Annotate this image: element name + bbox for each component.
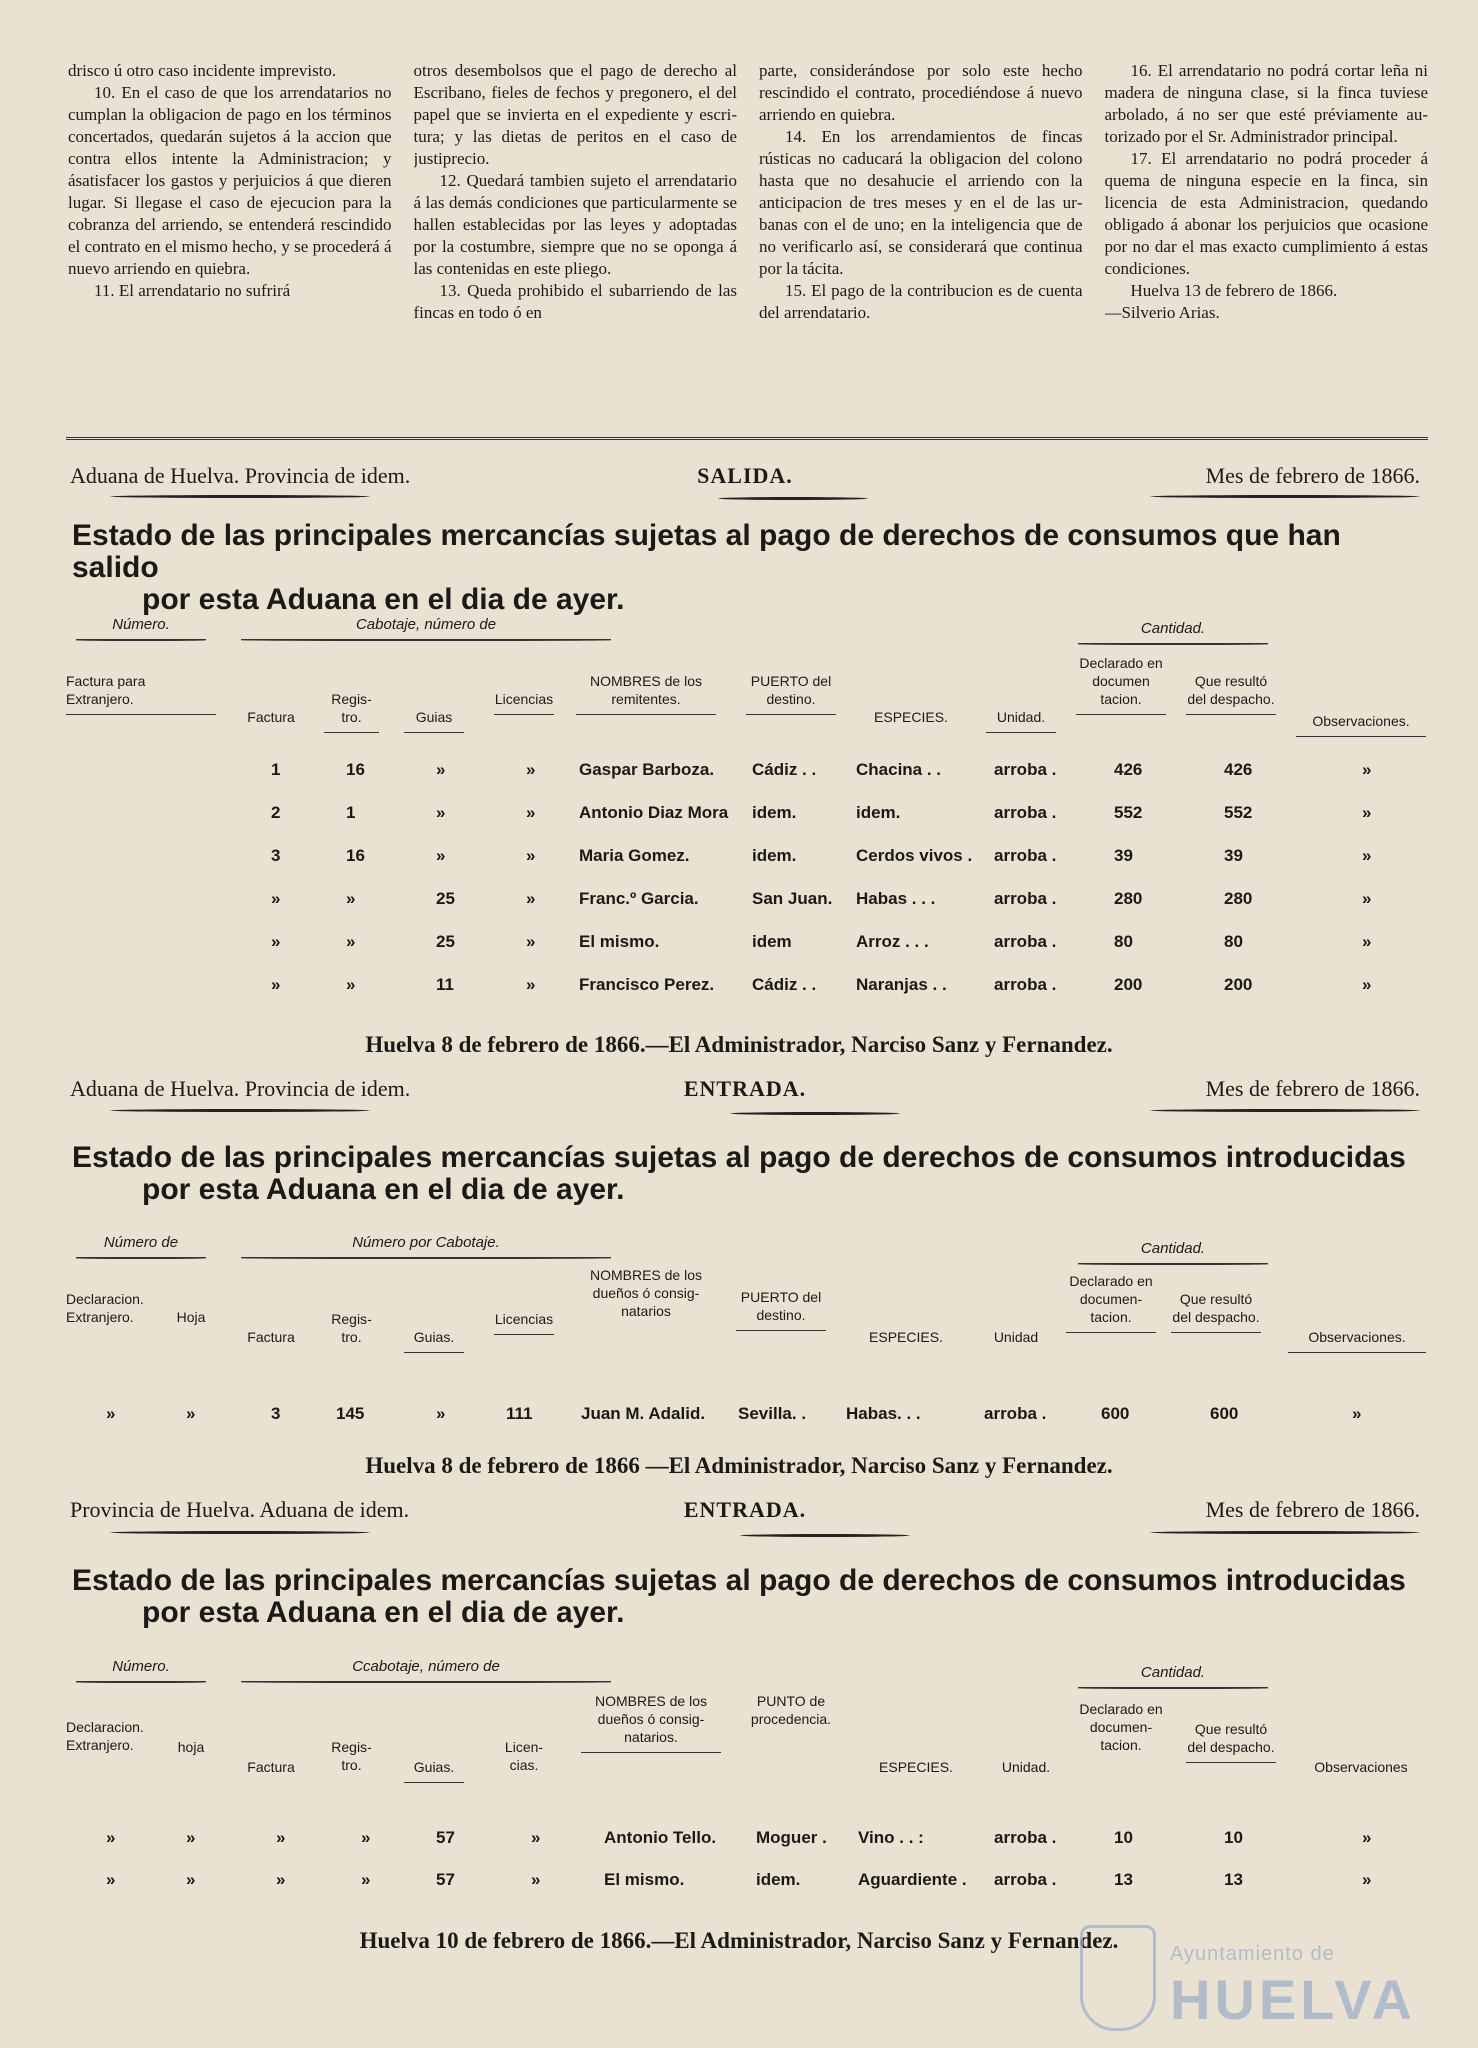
table-cell: 145 xyxy=(336,1404,365,1423)
table-cell: » xyxy=(1362,803,1372,822)
paragraph: otros desembolsos que el pago de derecho al Escribano, fieles de fechos y pregonero, el del papel que se invierta en el expediente y escritura; y las dietas de peritos en el caso de justiprecio. xyxy=(413,61,737,168)
col-header-guias: Guias. xyxy=(404,1758,464,1783)
table-cell: 280 xyxy=(1224,889,1253,908)
ornament xyxy=(718,497,868,500)
col-header-licencias: Licencias xyxy=(494,690,554,715)
title-line-1: Estado de las principales mercancías sujetas al pago de derechos de consumos introducidas xyxy=(72,1141,1406,1174)
watermark-big-text: HUELVA xyxy=(1170,1968,1416,2031)
header-location: Aduana de Huelva. Provincia de idem. xyxy=(70,463,411,488)
table-cell: 13 xyxy=(1224,1870,1243,1889)
table-cell: Arroz . . . xyxy=(856,932,929,951)
ornament xyxy=(110,1531,370,1534)
header-location: Provincia de Huelva. Aduana de idem. xyxy=(70,1497,410,1522)
table-cell: » xyxy=(436,803,446,822)
table-cell: » xyxy=(1362,846,1372,865)
title-line-2: por esta Aduana en el dia de ayer. xyxy=(142,583,625,616)
section-footer-signature: Huelva 10 de febrero de 1866.—El Administrador, Narciso Sanz y Fernandez. xyxy=(359,1928,1119,1953)
table-cell: » xyxy=(526,803,536,822)
col-header-registro: Registro. xyxy=(324,690,379,733)
table-cell: Gaspar Barboza. xyxy=(579,760,715,779)
table-cell: idem xyxy=(752,932,792,951)
header-type: ENTRADA. xyxy=(683,1076,807,1101)
table-cell: » xyxy=(276,1870,286,1889)
col-header-observaciones: Observaciones. xyxy=(1296,712,1426,737)
table-cell: 39 xyxy=(1114,846,1133,865)
table-cell: » xyxy=(271,932,281,951)
section-header xyxy=(70,1076,1420,1110)
col-header-hoja: hoja xyxy=(177,1739,205,1755)
table-cell: Sevilla. . xyxy=(738,1404,807,1423)
paragraph: 15. El pago de la contribucion es de cuenta del arrendatario. xyxy=(759,281,1083,322)
table-cell: 10 xyxy=(1224,1828,1243,1847)
col-header-declarado: Declarado en documentacion. xyxy=(1079,1701,1163,1753)
header-location: Aduana de Huelva. Provincia de idem. xyxy=(70,1076,411,1101)
table-cell: » xyxy=(106,1870,116,1889)
table-cell: 426 xyxy=(1114,760,1143,779)
table-cell: idem. xyxy=(752,803,797,822)
table-cell: arroba . xyxy=(994,760,1057,779)
table-cell: arroba . xyxy=(984,1404,1047,1423)
table-cell: arroba . xyxy=(994,975,1057,994)
table-cell: 80 xyxy=(1114,932,1133,951)
entrada-table-2 xyxy=(66,1656,1426,1896)
ornament xyxy=(1150,495,1420,498)
col-header-resulto: Que resultó del despacho. xyxy=(1186,672,1276,715)
table-cell: 57 xyxy=(436,1870,455,1889)
table-cell: Cádiz . . xyxy=(752,760,817,779)
table-cell: 25 xyxy=(436,932,455,951)
col-header-registro: Registro. xyxy=(331,1311,372,1345)
paragraph: drisco ú otro caso incidente imprevisto. xyxy=(68,61,337,80)
col-header-unidad: Unidad. xyxy=(986,708,1056,733)
table-cell: 3 xyxy=(271,1404,281,1423)
table-cell: 111 xyxy=(506,1404,533,1423)
table-cell: Antonio Diaz Mora xyxy=(579,803,729,822)
table-cell: 2 xyxy=(271,803,281,822)
coat-of-arms-icon xyxy=(1080,1925,1156,2031)
paragraph: 13. Queda prohibido el subarriendo de las fincas en todo ó en xyxy=(413,281,737,322)
paragraph: 14. En los arrendamientos de fincas rústicas no caducará la obligacion del colono hasta que no desahucie el arriendo con la anticipacion de tres meses y en el de las urbanas con el de uno; en la inteligencia que de no verificarlo así, se considerará que continua por la tácita. xyxy=(759,127,1083,278)
entrada-table-1 xyxy=(66,1232,1426,1432)
table-cell: » xyxy=(1362,889,1372,908)
table-row xyxy=(66,932,1426,962)
table-cell: 13 xyxy=(1114,1870,1133,1889)
table-cell: Chacina . . xyxy=(856,760,942,779)
table-cell: » xyxy=(346,975,356,994)
table-cell: 57 xyxy=(436,1828,455,1847)
group-header-cabotaje: Cabotaje, número de xyxy=(241,616,611,641)
col-header-declarado: Declarado en documen tacion. xyxy=(1076,654,1166,715)
table-cell: Francisco Perez. xyxy=(579,975,715,994)
signature-name: —Silverio Arias. xyxy=(1104,303,1220,322)
table-cell: Habas . . . xyxy=(856,889,936,908)
table-cell: 600 xyxy=(1101,1404,1130,1423)
table-cell: idem. xyxy=(752,846,797,865)
col-header-licencias: Licencias xyxy=(494,1310,554,1335)
col-header-puerto: PUERTO del destino. xyxy=(746,672,836,715)
table-cell: 11 xyxy=(436,975,454,994)
col-header-nombres: NOMBRES de los dueños ó consignatarios xyxy=(589,1267,703,1319)
table-cell: » xyxy=(1352,1404,1362,1423)
column-1 xyxy=(68,60,392,425)
table-row xyxy=(66,889,1426,919)
table-row xyxy=(66,1404,1426,1434)
paragraph: 16. El arrendatario no podrá cortar leña ni madera de ninguna clase, si la finca tuviese arbolado, á no ser que esté préviamente autorizado por el Sr. Administrador principal. xyxy=(1104,61,1428,146)
col-header-nombres: NOMBRES de los remitentes. xyxy=(576,672,716,715)
table-cell: arroba . xyxy=(994,803,1057,822)
table-cell: » xyxy=(361,1828,371,1847)
col-header-puerto: PUERTO del destino. xyxy=(736,1288,826,1331)
section-header xyxy=(70,1497,1420,1531)
table-cell: » xyxy=(436,846,446,865)
table-row xyxy=(66,803,1426,833)
ornament xyxy=(1150,1531,1420,1534)
table-cell: Cerdos vivos . xyxy=(856,846,973,865)
ornament xyxy=(110,1109,370,1112)
table-cell: » xyxy=(271,975,281,994)
group-header-cantidad: Cantidad. xyxy=(1078,1664,1268,1689)
table-cell: » xyxy=(526,932,536,951)
table-cell: 200 xyxy=(1114,975,1143,994)
table-cell: » xyxy=(526,760,536,779)
table-cell: 426 xyxy=(1224,760,1253,779)
table-cell: » xyxy=(1362,932,1372,951)
section-title xyxy=(72,520,1422,616)
watermark-small-text: Ayuntamiento de xyxy=(1170,1943,1335,1965)
table-cell: Antonio Tello. xyxy=(604,1828,717,1847)
col-header-declaracion: Declaracion. Extranjero. xyxy=(66,1291,144,1325)
table-cell: » xyxy=(346,932,356,951)
table-cell: 3 xyxy=(271,846,281,865)
ornament xyxy=(740,1534,910,1537)
title-line-1: Estado de las principales mercancías sujetas al pago de derechos de consumos que han salido xyxy=(72,519,1341,584)
paragraph: 12. Quedará tambien sujeto el arrendatario á las demás condiciones que particularmente se hallen establecidas por las leyes y adoptadas por la costumbre, siempre que no se oponga á las contenidas en este pliego. xyxy=(413,171,737,278)
col-header-licencias: Licencias. xyxy=(504,1739,544,1773)
section-header xyxy=(70,463,1420,497)
table-cell: Moguer . xyxy=(756,1828,827,1847)
col-header-observaciones: Observaciones. xyxy=(1288,1328,1426,1353)
table-cell: » xyxy=(186,1404,196,1423)
table-cell: » xyxy=(526,846,536,865)
col-header-factura: Factura xyxy=(247,1759,295,1775)
header-month: Mes de febrero de 1866. xyxy=(1205,463,1420,488)
paragraph: 17. El arrendatario no podrá proceder á quema de ninguna especie en la finca, sin licencia de esta Administracion, quedando obligado á abonar los perjuicios que ocasione por no dar el mas exacto cumplimiento á estas condiciones. xyxy=(1104,149,1428,278)
table-cell: » xyxy=(531,1870,541,1889)
col-header-registro: Registro. xyxy=(331,1739,372,1773)
title-line-2: por esta Aduana en el dia de ayer. xyxy=(142,1596,625,1629)
table-cell: » xyxy=(436,1404,446,1423)
paragraph: 11. El arrendatario no sufrirá xyxy=(94,281,291,300)
table-cell: » xyxy=(186,1828,196,1847)
col-header-declarado: Declarado en documentacion. xyxy=(1066,1272,1156,1333)
table-cell: » xyxy=(186,1870,196,1889)
table-cell: idem. xyxy=(756,1870,801,1889)
ornament xyxy=(1150,1109,1420,1112)
header-type: ENTRADA. xyxy=(683,1497,807,1522)
col-header-nombres: NOMBRES de los dueños ó consignatarios. xyxy=(581,1692,721,1753)
col-header-factura: Factura xyxy=(247,1329,295,1345)
table-cell: 552 xyxy=(1114,803,1143,822)
table-row xyxy=(66,1870,1426,1900)
col-header-resulto: Que resultó del despacho. xyxy=(1171,1290,1261,1333)
table-cell: » xyxy=(436,760,446,779)
table-cell: arroba . xyxy=(994,1870,1057,1889)
group-header-cantidad: Cantidad. xyxy=(1078,1240,1268,1265)
group-header-numero: Número. xyxy=(76,1658,206,1683)
archive-watermark xyxy=(1080,1905,1420,2045)
col-header-resulto: Que resultó del despacho. xyxy=(1186,1720,1276,1763)
section-footer-signature: Huelva 8 de febrero de 1866.—El Administrador, Narciso Sanz y Fernandez. xyxy=(365,1032,1113,1057)
paragraph: parte, considerándose por solo este hecho rescindido el contrato, procediéndose á nuevo arriendo en quiebra. xyxy=(759,61,1083,124)
col-header-hoja: Hoja xyxy=(176,1309,206,1325)
table-cell: idem. xyxy=(856,803,901,822)
table-cell: » xyxy=(526,975,536,994)
col-header-unidad: Unidad xyxy=(993,1329,1039,1345)
table-cell: 25 xyxy=(436,889,455,908)
table-cell: 280 xyxy=(1114,889,1143,908)
table-row xyxy=(66,1828,1426,1858)
signature-date: Huelva 13 de febrero de 1866. xyxy=(1130,281,1338,300)
col-header-especies: ESPECIES. xyxy=(879,1759,953,1775)
col-header-factura-extranjero: Factura para Extranjero. xyxy=(66,672,216,715)
table-cell: Juan M. Adalid. xyxy=(581,1404,706,1423)
col-header-observaciones: Observaciones xyxy=(1314,1759,1408,1775)
title-line-2: por esta Aduana en el dia de ayer. xyxy=(142,1173,625,1206)
table-cell: Cádiz . . xyxy=(752,975,817,994)
table-cell: 10 xyxy=(1114,1828,1133,1847)
table-cell: » xyxy=(531,1828,541,1847)
table-cell: 1 xyxy=(271,760,281,779)
col-header-unidad: Unidad. xyxy=(1001,1759,1051,1775)
table-cell: 600 xyxy=(1210,1404,1239,1423)
header-type: SALIDA. xyxy=(697,463,793,488)
group-header-cabotaje: Ccabotaje, número de xyxy=(241,1658,611,1683)
table-cell: 39 xyxy=(1224,846,1243,865)
table-row xyxy=(66,846,1426,876)
table-cell: 552 xyxy=(1224,803,1253,822)
table-cell: » xyxy=(271,889,281,908)
table-cell: arroba . xyxy=(994,1828,1057,1847)
table-cell: 16 xyxy=(346,846,365,865)
paragraph: 10. En el caso de que los arrendatarios no cumplan la obligacion de pago en los términos concertados, quedarán sujetos á la accion que contra ellos intente la Administracion; y ásatisfacer los gastos y perjuicios á que dieren lugar. Si llegase el caso de ejecucion para la cobranza del arriendo, se entenderá rescindido el contrato en el mismo hecho, y se procederá á nuevo arriendo en quiebra. xyxy=(68,83,392,278)
salida-table xyxy=(66,612,1426,1022)
table-row xyxy=(66,975,1426,1005)
table-cell: » xyxy=(526,889,536,908)
table-cell: 16 xyxy=(346,760,365,779)
header-month: Mes de febrero de 1866. xyxy=(1205,1497,1420,1522)
divider xyxy=(66,437,1428,440)
group-header-numero: Número. xyxy=(76,616,206,641)
column-3 xyxy=(759,60,1083,425)
table-cell: Maria Gomez. xyxy=(579,846,690,865)
ornament xyxy=(730,1112,900,1115)
table-cell: » xyxy=(1362,1828,1372,1847)
table-cell: » xyxy=(106,1828,116,1847)
section-title xyxy=(72,1142,1422,1206)
table-cell: Naranjas . . xyxy=(856,975,947,994)
col-header-punto: PUNTO de procedencia. xyxy=(750,1693,832,1727)
group-header-cabotaje: Número por Cabotaje. xyxy=(241,1234,611,1259)
col-header-guias: Guias xyxy=(404,708,464,733)
table-cell: El mismo. xyxy=(604,1870,685,1889)
table-cell: Aguardiente . xyxy=(858,1870,967,1889)
table-cell: 200 xyxy=(1224,975,1253,994)
table-cell: » xyxy=(1362,975,1372,994)
table-cell: 1 xyxy=(346,803,356,822)
table-cell: Franc.º Garcia. xyxy=(579,889,699,908)
table-cell: » xyxy=(361,1870,371,1889)
group-header-cantidad: Cantidad. xyxy=(1078,620,1268,645)
table-cell: » xyxy=(276,1828,286,1847)
column-4 xyxy=(1105,60,1429,425)
ornament xyxy=(110,495,370,498)
table-row xyxy=(66,760,1426,790)
col-header-declaracion: Declaracion. Extranjero. xyxy=(66,1719,144,1753)
table-cell: » xyxy=(106,1404,116,1423)
table-cell: » xyxy=(346,889,356,908)
table-cell: » xyxy=(1362,1870,1372,1889)
col-header-factura: Factura xyxy=(247,709,295,725)
table-cell: arroba . xyxy=(994,846,1057,865)
group-header-numero: Número de xyxy=(76,1234,206,1259)
table-cell: San Juan. xyxy=(752,889,833,908)
table-cell: arroba . xyxy=(994,889,1057,908)
table-cell: » xyxy=(1362,760,1372,779)
table-cell: Vino . . : xyxy=(858,1828,924,1847)
table-cell: El mismo. xyxy=(579,932,660,951)
header-month: Mes de febrero de 1866. xyxy=(1205,1076,1420,1101)
column-2 xyxy=(414,60,738,425)
legal-conditions-columns xyxy=(68,60,1428,425)
table-cell: arroba . xyxy=(994,932,1057,951)
col-header-especies: ESPECIES. xyxy=(874,709,948,725)
section-footer-signature: Huelva 8 de febrero de 1866 —El Administrador, Narciso Sanz y Fernandez. xyxy=(365,1453,1113,1478)
col-header-especies: ESPECIES. xyxy=(869,1329,943,1345)
table-cell: Habas. . . xyxy=(846,1404,921,1423)
col-header-guias: Guias. xyxy=(404,1328,464,1353)
table-cell: 80 xyxy=(1224,932,1243,951)
section-title xyxy=(72,1565,1422,1629)
title-line-1: Estado de las principales mercancías sujetas al pago de derechos de consumos introducidas xyxy=(72,1564,1406,1597)
